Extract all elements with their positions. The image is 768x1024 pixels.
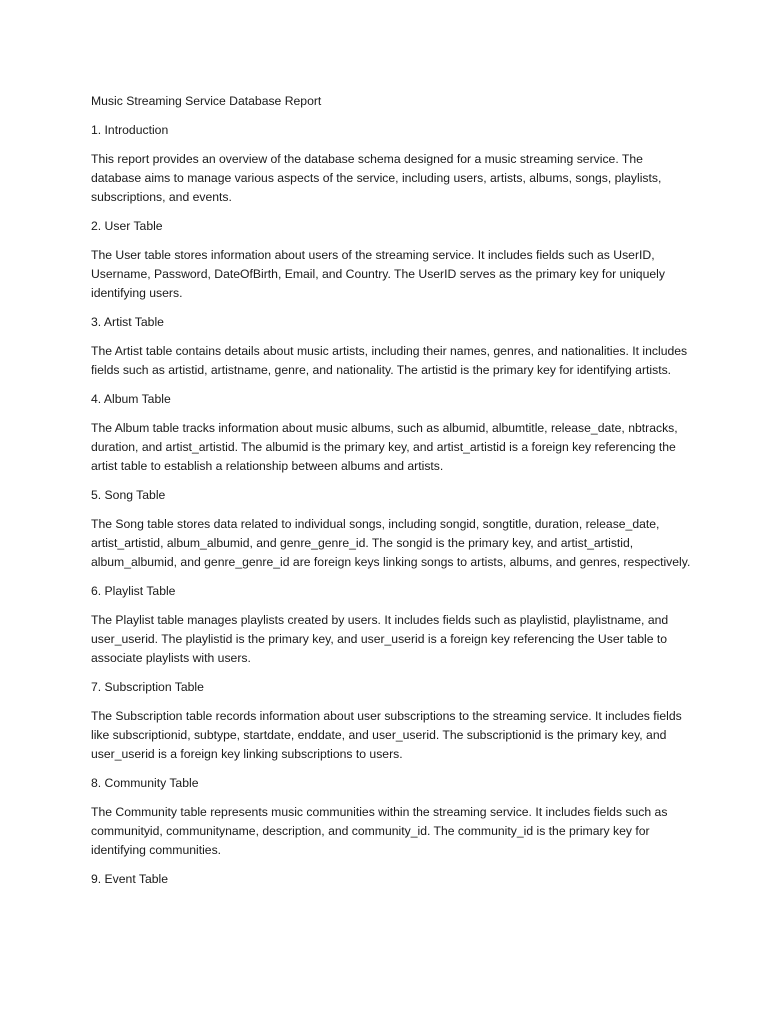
section-heading-playlist-table: 6. Playlist Table [91, 584, 176, 598]
section-body-community-table: The Community table represents music communities within the streaming service. It includes fields such as communityid, communityname, description, and community_id. The community_id is the primary key for identifying communities. [91, 805, 668, 857]
section-body-album-table: The Album table tracks information about music albums, such as albumid, albumtitle, release_date, nbtracks, duration, and artist_artistid. The albumid is the primary key, and artist_artistid is a foreign key referencing the artist table to establish a relationship between albums and artists. [91, 421, 678, 473]
section-heading-user-table: 2. User Table [91, 219, 163, 233]
section-heading-subscription-table: 7. Subscription Table [91, 680, 204, 694]
section-body-introduction: This report provides an overview of the database schema designed for a music streaming service. The database aims to manage various aspects of the service, including users, artists, albums, songs, playlists, subscriptions, and events. [91, 152, 662, 204]
section-body-subscription-table: The Subscription table records information about user subscriptions to the streaming service. It includes fields like subscriptionid, subtype, startdate, enddate, and user_userid. The subscriptionid is the primary key, and user_userid is a foreign key linking subscriptions to users. [91, 709, 682, 761]
section-heading-event-table: 9. Event Table [91, 872, 169, 886]
section-body-song-table: The Song table stores data related to individual songs, including songid, songtitle, duration, release_date, artist_artistid, album_albumid, and genre_genre_id. The songid is the primary key, and artist_artistid, album_albumid, and genre_genre_id are foreign keys linking songs to artists, albums, and genres, respectively. [91, 517, 691, 569]
section-body-user-table: The User table stores information about users of the streaming service. It includes fields such as UserID, Username, Password, DateOfBirth, Email, and Country. The UserID serves as the primary key for uniquely identifying users. [91, 248, 665, 300]
section-heading-community-table: 8. Community Table [91, 776, 199, 790]
document-title: Music Streaming Service Database Report [91, 94, 322, 108]
section-heading-album-table: 4. Album Table [91, 392, 171, 406]
section-body-artist-table: The Artist table contains details about music artists, including their names, genres, and nationalities. It includes fields such as artistid, artistname, genre, and nationality. The artistid is the primary key for identifying artists. [91, 344, 688, 377]
section-heading-artist-table: 3. Artist Table [91, 315, 164, 329]
section-heading-song-table: 5. Song Table [91, 488, 166, 502]
document-content [91, 92, 691, 899]
section-body-playlist-table: The Playlist table manages playlists created by users. It includes fields such as playlistid, playlistname, and user_userid. The playlistid is the primary key, and user_userid is a foreign key referencing the User table to associate playlists with users. [91, 613, 669, 665]
section-heading-introduction: 1. Introduction [91, 123, 169, 137]
